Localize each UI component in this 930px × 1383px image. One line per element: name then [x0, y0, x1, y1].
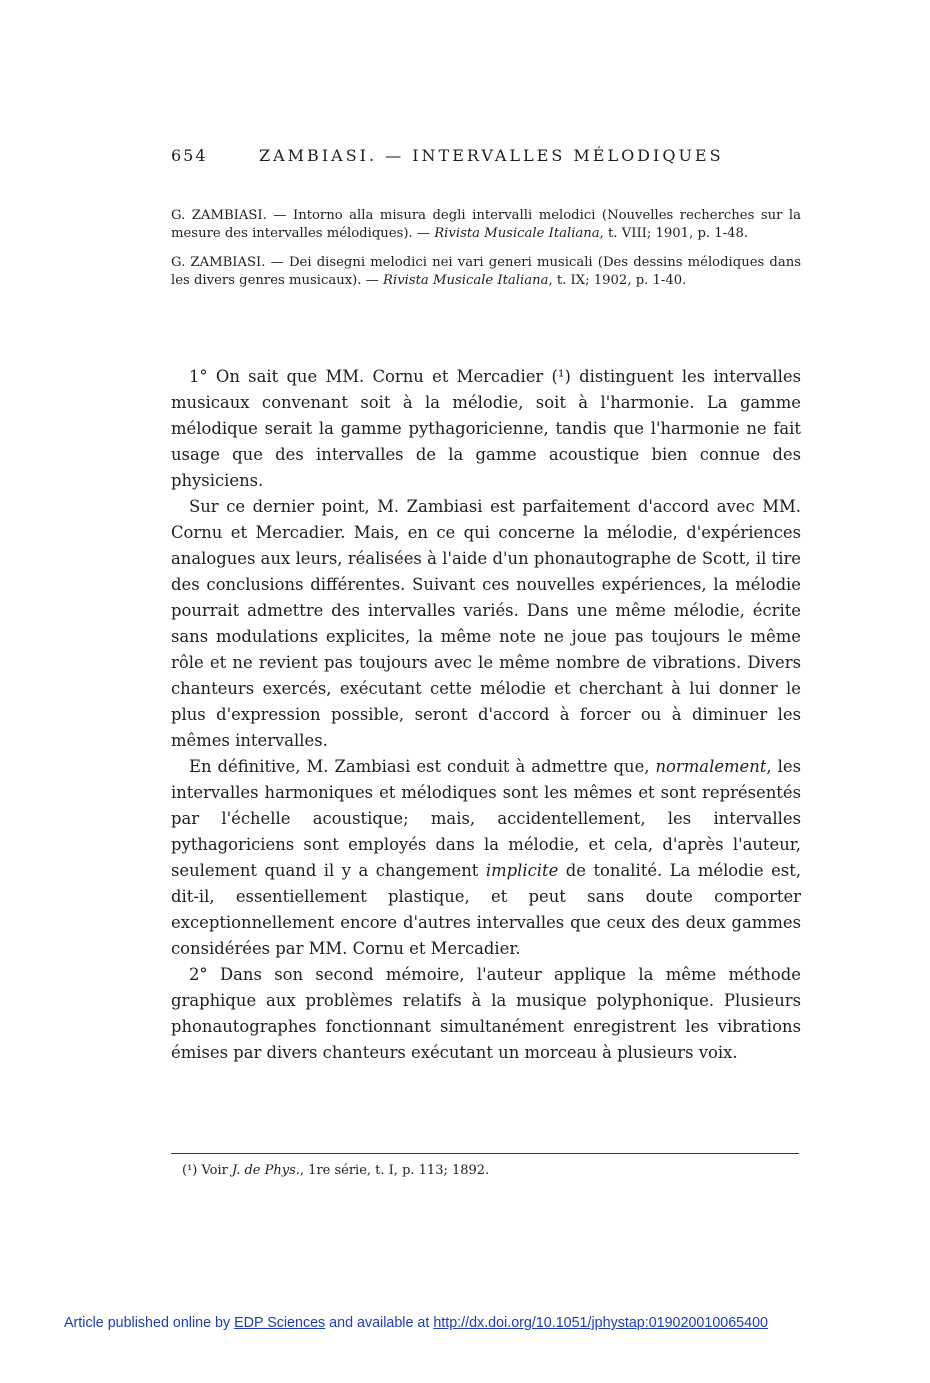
banner-middle: and available at	[325, 1315, 434, 1331]
reference-entry	[171, 207, 801, 242]
reference-tail: , t. IX; 1902, p. 1-40.	[548, 272, 687, 288]
paragraph-3-part-b: , les intervalles harmoniques et mélodiques sont les mêmes et sont représentés par l'échelle acoustique; mais, accidentellement, les intervalles pythagoriciens sont employés dans la mélodie, et cela, d'après l'auteur, seulement quand il y a changement	[171, 757, 801, 880]
paragraph-3-part-a: En définitive, M. Zambiasi est conduit à admettre que,	[189, 757, 656, 776]
paragraph-3-part-c: de tonalité. La mélodie est, dit-il, essentiellement plastique, et peut sans doute comporter exceptionnellement encore d'autres intervalles que ceux des deux gammes considérées par MM. Cornu et Mercadier.	[171, 861, 801, 958]
banner-prefix: Article published online by	[64, 1315, 235, 1331]
paragraph-1: 1° On sait que MM. Cornu et Mercadier (¹) distinguent les intervalles musicaux convenant soit à la mélodie, soit à l'harmonie. La gamme mélodique serait la gamme pythagoricienne, tandis que l'harmonie ne fait usage que des intervalles de la gamme acoustique bien connue des physiciens.	[171, 367, 801, 490]
reference-text: G. ZAMBIASI. — Intorno alla misura degli intervalli melodici (Nouvelles recherches sur la mesure des intervalles mélodiques). —	[171, 208, 801, 241]
publication-banner	[64, 1315, 884, 1331]
emphasis-normalement: normalement	[655, 757, 767, 776]
body-text	[171, 364, 801, 1066]
paragraph-4: 2° Dans son second mémoire, l'auteur applique la même méthode graphique aux problèmes relatifs à la musique polyphonique. Plusieurs phonautographes fonctionnant simultanément enregistrent les vibrations émises par divers chanteurs exécutant un morceau à plusieurs voix.	[171, 965, 801, 1062]
reference-entry	[171, 254, 801, 289]
reference-text: G. ZAMBIASI. — Dei disegni melodici nei vari generi musicali (Des dessins mélodiques dans les divers genres musicaux). —	[171, 255, 801, 288]
reference-list	[171, 207, 801, 301]
paragraph-2: Sur ce dernier point, M. Zambiasi est parfaitement d'accord avec MM. Cornu et Mercadier. Mais, en ce qui concerne la mélodie, d'expériences analogues aux leurs, réalisées à l'aide d'un phonautographe de Scott, il tire des conclusions différentes. Suivant ces nouvelles expériences, la mélodie pourrait admettre des intervalles variés. Dans une même mélodie, écrite sans modulations explicites, la même note ne joue pas toujours le même rôle et ne revient pas toujours avec le même nombre de vibrations. Divers chanteurs exercés, exécutant cette mélodie et cherchant à lui donner le plus d'expression possible, seront d'accord à forcer ou à diminuer les mêmes intervalles.	[171, 497, 801, 750]
footnote-journal: J. de Phys.	[232, 1163, 300, 1178]
page-number: 654	[171, 146, 208, 165]
reference-journal: Rivista Musicale Italiana	[434, 225, 600, 241]
doi-link[interactable]: http://dx.doi.org/10.1051/jphystap:019020010065400	[433, 1315, 768, 1331]
reference-tail: , t. VIII; 1901, p. 1-48.	[599, 225, 749, 241]
footnote-tail: , 1re série, t. I, p. 113; 1892.	[299, 1163, 490, 1178]
running-title: ZAMBIASI. — INTERVALLES MÉLODIQUES	[259, 146, 724, 165]
paragraph-3	[171, 754, 801, 962]
reference-journal: Rivista Musicale Italiana	[383, 272, 549, 288]
publisher-link[interactable]: EDP Sciences	[234, 1315, 326, 1331]
footnote-marker: (¹) Voir	[182, 1163, 233, 1178]
footnote-divider	[171, 1153, 799, 1154]
footnote	[182, 1162, 782, 1180]
emphasis-implicite: implicite	[485, 861, 559, 880]
